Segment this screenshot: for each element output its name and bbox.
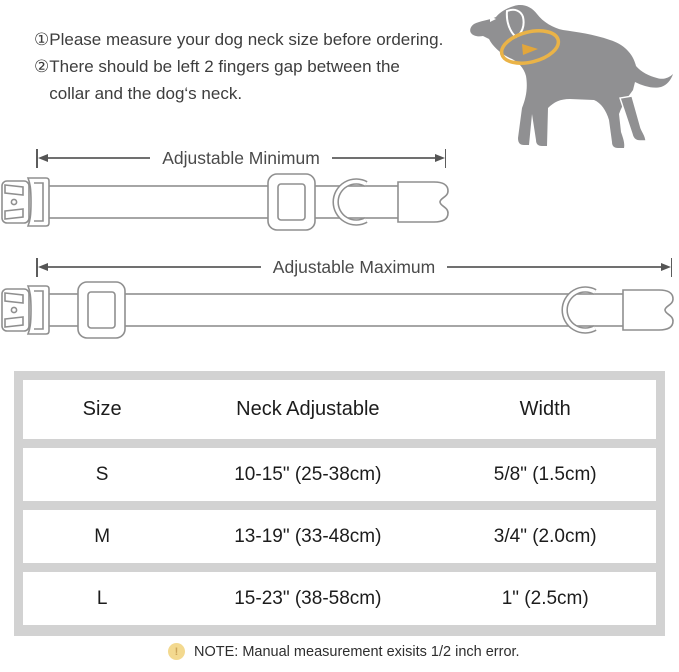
buckle-tab-top bbox=[5, 293, 23, 303]
arrow-line bbox=[332, 157, 435, 158]
buckle-tab-bottom bbox=[5, 209, 23, 219]
size-cell: M bbox=[94, 525, 111, 547]
table-header-row bbox=[23, 380, 656, 439]
collar-diagram-maximum bbox=[0, 279, 675, 341]
collar-strap bbox=[18, 186, 408, 218]
collar-clip-buckle bbox=[398, 182, 448, 222]
collar-diagram-minimum bbox=[0, 171, 450, 233]
instructions bbox=[34, 26, 464, 107]
collar-slider-window bbox=[88, 292, 115, 328]
dog-far-hind-leg bbox=[620, 96, 646, 141]
arrowhead-left-icon bbox=[38, 154, 48, 162]
size-cell: S bbox=[95, 463, 109, 485]
dog-illustration bbox=[462, 2, 677, 152]
table-row bbox=[23, 572, 656, 625]
arrowhead-right-icon bbox=[435, 154, 445, 162]
warning-icon: ! bbox=[168, 643, 185, 660]
width-cell: 3/4" (2.0cm) bbox=[493, 525, 597, 547]
neck-cell: 10-15" (25-38cm) bbox=[234, 463, 382, 485]
instruction-item bbox=[34, 53, 464, 107]
size-cell: L bbox=[96, 587, 108, 609]
dimension-arrow-minimum bbox=[36, 148, 446, 168]
collar-strap-wrap bbox=[28, 286, 49, 334]
arrow-line bbox=[48, 157, 151, 158]
table-row bbox=[23, 448, 656, 501]
arrowhead-right-icon bbox=[661, 263, 671, 271]
instruction-text: Please measure your dog neck size before ordering. bbox=[49, 30, 444, 49]
dog-silhouette bbox=[470, 5, 673, 148]
collar-clip-buckle bbox=[623, 290, 673, 330]
collar-strap-wrap bbox=[28, 178, 49, 226]
header-neck-adjustable: Neck Adjustable bbox=[236, 398, 380, 420]
size-table bbox=[14, 371, 665, 636]
note-text: NOTE: Manual measurement exisits 1/2 inch error. bbox=[194, 643, 520, 660]
width-cell: 1" (2.5cm) bbox=[501, 587, 589, 609]
arrow-end-tick bbox=[445, 149, 447, 168]
arrow-end-tick bbox=[671, 258, 673, 277]
neck-cell: 15-23" (38-58cm) bbox=[234, 587, 382, 609]
arrowhead-left-icon bbox=[38, 263, 48, 271]
table-row bbox=[23, 510, 656, 563]
instruction-text: There should be left 2 fingers gap between the collar and the dog‘s neck. bbox=[49, 57, 400, 103]
arrow-line bbox=[447, 266, 660, 267]
arrow-line bbox=[48, 266, 261, 267]
buckle-tab-bottom bbox=[5, 317, 23, 327]
width-cell: 5/8" (1.5cm) bbox=[493, 463, 597, 485]
neck-cell: 13-19" (33-48cm) bbox=[234, 525, 382, 547]
collar-slider-window bbox=[278, 184, 305, 220]
dimension-arrow-maximum bbox=[36, 257, 672, 277]
buckle-tab-top bbox=[5, 185, 23, 195]
instruction-number: ① bbox=[34, 30, 50, 49]
instruction-number: ② bbox=[34, 57, 50, 76]
measurement-note bbox=[168, 643, 520, 660]
adjustable-maximum-label: Adjustable Maximum bbox=[272, 256, 436, 277]
header-size: Size bbox=[82, 398, 122, 420]
adjustable-minimum-label: Adjustable Minimum bbox=[162, 147, 320, 168]
header-width: Width bbox=[519, 398, 571, 420]
instruction-item bbox=[34, 26, 464, 53]
